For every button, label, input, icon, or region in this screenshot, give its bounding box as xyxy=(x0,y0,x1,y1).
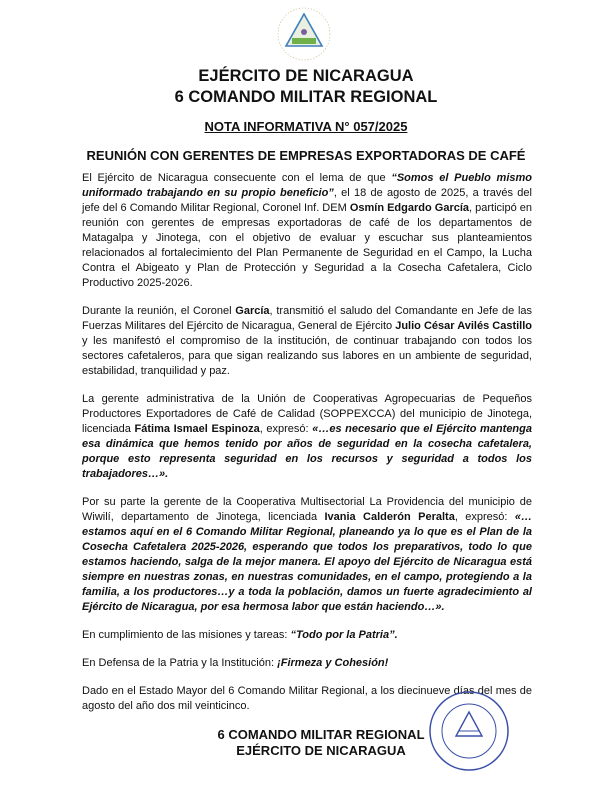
official-stamp xyxy=(428,690,510,772)
text-segment: , el 18 de agosto de 2025, a través del jefe del 6 Comando Militar Regional, Coronel Inf. DEM xyxy=(82,187,532,214)
emphasized-text: Julio César Avilés Castillo xyxy=(395,320,532,332)
paragraph xyxy=(82,656,532,671)
emphasized-text: Fátima Ismael Espinoza xyxy=(134,423,260,435)
nota-number-text: NOTA INFORMATIVA N° 057/2025 xyxy=(204,119,408,134)
emphasized-text: Osmín Edgardo García xyxy=(349,202,470,214)
institution-title: EJÉRCITO DE NICARAGUA xyxy=(198,67,414,85)
document-subtitle: REUNIÓN CON GERENTES DE EMPRESAS EXPORTADORAS DE CAFÉ xyxy=(86,148,526,163)
text-segment: Dado en el Estado Mayor del 6 Comando Militar Regional, a los diecinueve días del mes de agosto del año dos mil veinticinco. xyxy=(82,685,532,712)
emphasized-text: «…es necesario que el Ejército mantenga esa dinámica que hemos tenido por años de seguridad en la cosecha cafetalera, porque esto representa seguridad en los recursos y seguridad a todos los trabajadores…». xyxy=(82,423,532,480)
text-segment: Durante la reunión, el Coronel xyxy=(82,305,236,317)
emphasized-text: «…estamos aquí en el 6 Comando Militar Regional, planeando ya lo que es el Plan de la Cosecha Cafetalera 2025-2026, esperando que todos los preparativos, todo lo que estamos haciendo, salga de la mejor manera. El apoyo del Ejército de Nicaragua está siempre en nuestras zonas, en nuestras comunidades, en el campo, protegiendo a la familia, a los productores…y a toda la población, damos un fuerte agradecimiento al Ejército de Nicaragua, por esa hermosa labor que están haciendo…». xyxy=(82,511,533,613)
emphasized-text: “Somos el Pueblo mismo uniformado trabajando en su propio beneficio” xyxy=(82,172,532,199)
nota-number xyxy=(0,119,612,135)
text-segment: , participó en reunión con gerentes de empresas exportadoras de café de los departamentos de Matagalpa y Jinotega, con el objetivo de evaluar y escuchar sus planteamientos relacionados al fortalecimiento del Plan Permanente de Seguridad en el Campo, la Lucha Contra el Abigeato y Plan de Protección y Seguridad a la Cosecha Cafetalera, Ciclo Productivo 2025-2026. xyxy=(82,202,532,289)
paragraph xyxy=(82,304,532,379)
paragraph xyxy=(82,171,532,291)
text-segment: La gerente administrativa de la Unión de Cooperativas Agropecuarias de Pequeños Productores Exportadores de Café de Calidad (SOPPEXCCA) del municipio de Jinotega, licenciada xyxy=(82,393,532,435)
emphasized-text: Ivania Calderón Peralta xyxy=(324,511,455,523)
text-segment: , transmitió el saludo del Comandante en Jefe de las Fuerzas Militares del Ejército de Nicaragua, General de Ejército xyxy=(82,305,533,332)
paragraph xyxy=(82,495,532,615)
paragraph xyxy=(82,628,532,643)
text-segment: y les manifestó el compromiso de la institución, de continuar trabajando con todos los sectores cafetaleros, para que sigan realizando sus labores en un ambiente de seguridad, estabilidad, tranquilidad y paz. xyxy=(82,335,532,377)
text-segment: El Ejército de Nicaragua consecuente con el lema de que xyxy=(82,172,392,184)
document-content xyxy=(82,171,532,759)
emphasized-text: ¡Firmeza y Cohesión! xyxy=(277,657,389,669)
emphasized-text: García xyxy=(235,305,270,317)
text-segment: , expresó: xyxy=(259,423,313,435)
emphasized-text: “Todo por la Patria”. xyxy=(290,629,398,641)
regional-command-title: 6 COMANDO MILITAR REGIONAL xyxy=(174,88,438,106)
text-segment: En cumplimiento de las misiones y tareas: xyxy=(82,629,291,641)
signature-line-1: 6 COMANDO MILITAR REGIONAL xyxy=(217,727,425,742)
signature-line-2: EJÉRCITO DE NICARAGUA xyxy=(236,743,406,758)
document-body xyxy=(82,171,532,714)
paragraph xyxy=(82,392,532,482)
text-segment: , expresó: xyxy=(454,511,515,523)
text-segment: Por su parte la gerente de la Cooperativa Multisectorial La Providencia del municipio de Wiwilí, departamento de Jinotega, licenciada xyxy=(82,496,532,523)
coat-of-arms-seal xyxy=(272,4,336,64)
text-segment: En Defensa de la Patria y la Institución: xyxy=(82,657,278,669)
